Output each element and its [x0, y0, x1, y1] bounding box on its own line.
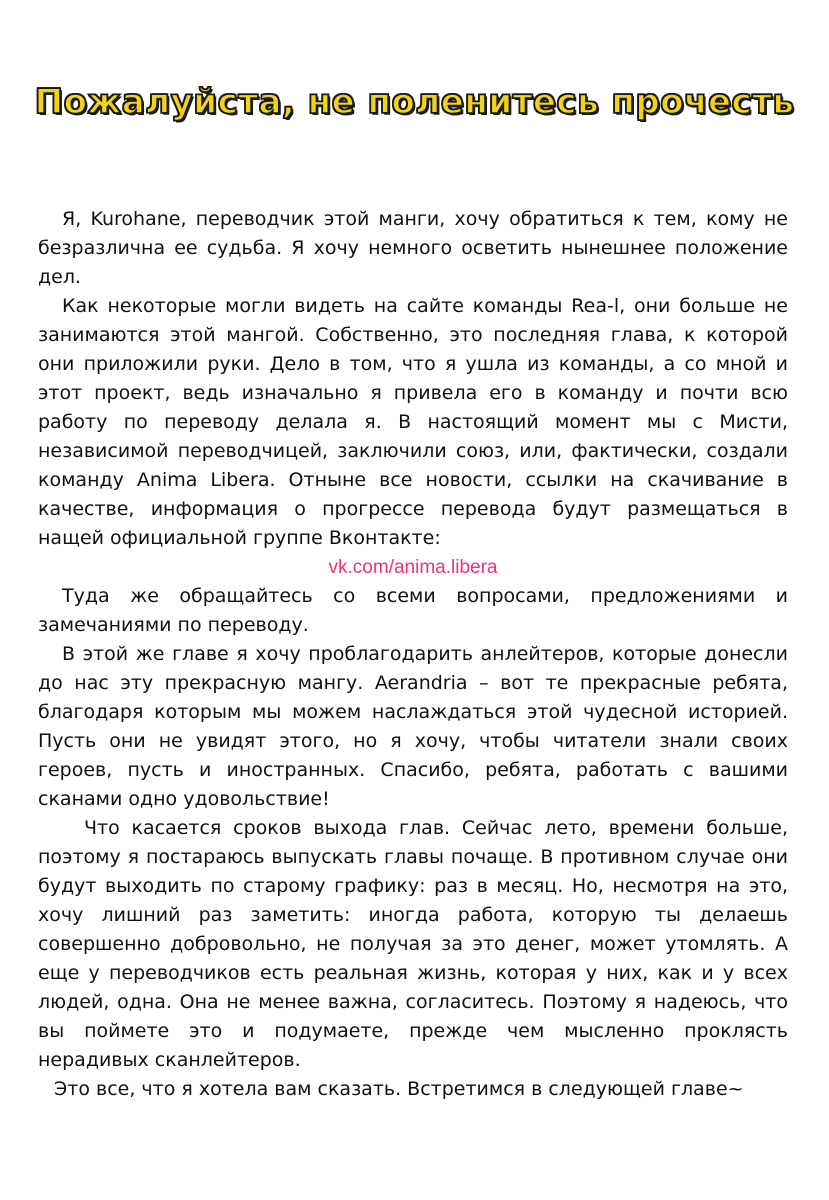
paragraph-thanks: В этой же главе я хочу проблагодарить анлейтеров, которые донесли до нас эту прекрасную мангу. Aerandria – вот те прекрасные ребята, благодаря которым мы можем наслаждаться этой чудесной историей. Пусть они не увидят этого, но я хочу, чтобы читатели знали своих героев, пусть и иностранных. Спасибо, ребята, работать с вашими сканами одно удовольствие! — [38, 643, 788, 810]
page-title: Пожалуйста, не поленитесь прочесть — [34, 82, 795, 122]
paragraph-questions: Туда же обращайтесь со всеми вопросами, предложениями и замечаниями по переводу. — [38, 585, 788, 636]
paragraph-closing: Это все, что я хотела вам сказать. Встретимся в следующей главе~ — [54, 1078, 744, 1100]
note-body — [38, 205, 788, 1104]
paragraph-intro: Я, Kurohane, переводчик этой манги, хочу обратиться к тем, кому не безразлична ее судьба. Я хочу немного осветить нынешнее положение дел. — [38, 208, 788, 288]
group-link[interactable]: vk.com/anima.libera — [328, 557, 498, 578]
paragraph-schedule: Что касается сроков выхода глав. Сейчас лето, времени больше, поэтому я постараюсь выпускать главы почаще. В противном случае они будут выходить по старому графику: раз в месяц. Но, несмотря на это, хочу лишний раз заметить: иногда работа, которую ты делаешь совершенно добровольно, не получая за это денег, может утомлять. А еще у переводчиков есть реальная жизнь, которая у них, как и у всех людей, одна. Она не менее важна, согласитесь. Поэтому я надеюсь, что вы поймете это и подумаете, прежде чем мысленно проклясть нерадивых сканлейтеров. — [38, 817, 788, 1071]
paragraph-team-change: Как некоторые могли видеть на сайте команды Rea-l, они больше не занимаются этой мангой. Собственно, это последняя глава, к которой они приложили руки. Дело в том, что я ушла из команды, а со мной и этот проект, ведь изначально я привела его в команду и почти всю работу по переводу делала я. В настоящий момент мы с Мисти, независимой переводчицей, заключили союз, или, фактически, создали команду Anima Libera. Отныне все новости, ссылки на скачивание в качестве, информация о прогрессе перевода будут размещаться в нащей официальной группе Вконтакте: — [38, 295, 788, 549]
